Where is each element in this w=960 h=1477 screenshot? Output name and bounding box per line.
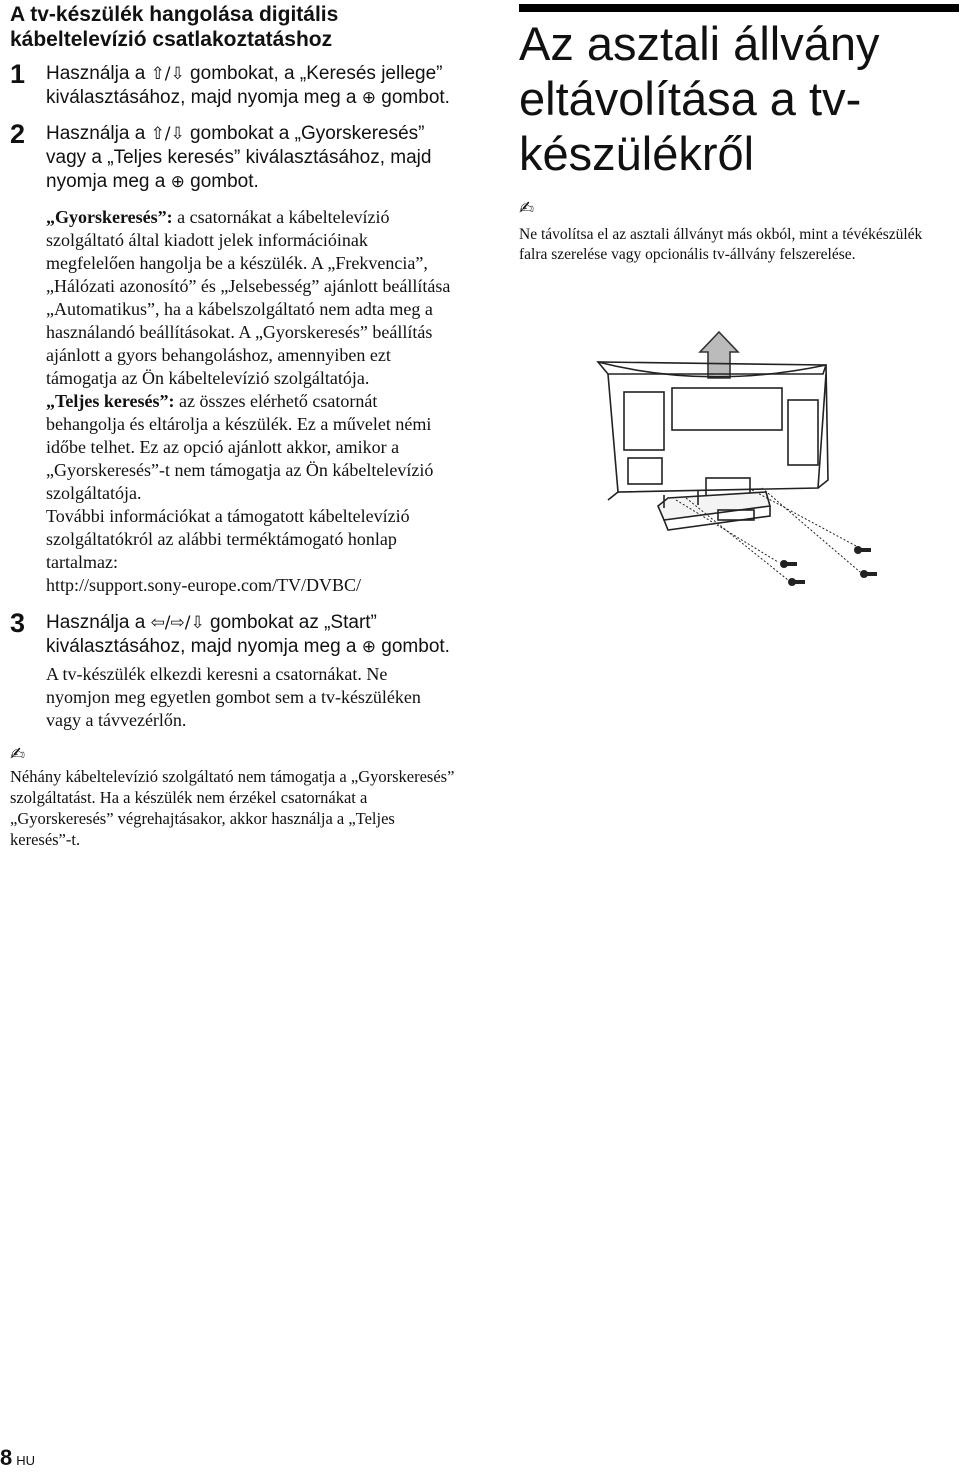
step-instruction: Használja a ⇧/⇩ gombokat, a „Keresés jellege” kiválasztásához, majd nyomja meg a ⊕ gombot. bbox=[46, 63, 450, 108]
page-footer bbox=[0, 1445, 35, 1471]
step-number: 2 bbox=[10, 119, 26, 149]
ok-button-icon: ⊕ bbox=[170, 172, 185, 192]
page-number: 8 bbox=[0, 1445, 13, 1470]
support-info-text: További információkat a támogatott kábeltelevízió szolgáltatókról az alábbi terméktámogató honlap tartalmaz: bbox=[46, 506, 410, 572]
step-number: 3 bbox=[10, 608, 26, 638]
scan-progress-text: A tv-készülék elkezdi keresni a csatornákat. Ne nyomjon meg egyetlen gombot sem a tv-készüléken vagy a távvezérlőn. bbox=[46, 664, 421, 730]
language-code: HU bbox=[16, 1453, 36, 1468]
section-title: A tv-készülék hangolása digitális kábeltelevízió csatlakoztatáshoz bbox=[10, 3, 339, 51]
ok-button-icon: ⊕ bbox=[361, 88, 377, 108]
support-url: http://support.sony-europe.com/TV/DVBC/ bbox=[46, 575, 361, 595]
quick-scan-description: „Gyorskeresés”: a csatornákat a kábeltelevízió szolgáltató által kiadott jelek információinak megfelelően hangolja be a készülék. A „Frekvencia”, „Hálózati azonosító” és „Jelsebesség” ajánlott beállítása „Automatikus”, ha a kábelszolgáltató nem adta meg a használandó beállításokat. A „Gyorskeresés” beállítás ajánlott a gyors behangoláshoz, amennyiben ezt támogatja az Ön kábeltelevízió szolgáltatója. bbox=[46, 207, 451, 388]
step-2 bbox=[10, 119, 455, 597]
up-down-arrow-icon: ⇧/⇩ bbox=[150, 124, 185, 144]
page-title: Az asztali állvány eltávolítása a tv-készülékről bbox=[519, 17, 880, 180]
note-pencil-icon: ✍ bbox=[519, 198, 535, 219]
step-number: 1 bbox=[10, 59, 26, 89]
up-down-arrow-icon: ⇧/⇩ bbox=[150, 64, 185, 84]
note-text: Néhány kábeltelevízió szolgáltató nem támogatja a „Gyorskeresés” szolgáltatást. Ha a készülék nem érzékel csatornákat a „Gyorskeresés” végrehajtásakor, akkor használja a „Teljes keresés”-t. bbox=[10, 767, 455, 849]
note-pencil-icon: ✍ bbox=[10, 744, 26, 765]
note-text: Ne távolítsa el az asztali állványt más okból, mint a tévékészülék falra szerelése vagy opcionális tv-állvány felszerelése. bbox=[519, 226, 923, 263]
full-scan-description: „Teljes keresés”: az összes elérhető csatornát behangolja és eltárolja a készülék. Ez a művelet némi időbe telhet. Ez az opció ajánlott akkor, amikor a „Gyorskeresés”-t nem támogatja az Ön kábeltelevízió szolgáltatója. bbox=[46, 391, 434, 503]
step-instruction: Használja a ⇦/⇨/⇩ gombokat az „Start” kiválasztásához, majd nyomja meg a ⊕ gombot. bbox=[46, 612, 450, 657]
title-rule bbox=[519, 4, 959, 12]
lift-arrow-icon bbox=[700, 332, 738, 378]
tv-stand-removal-illustration bbox=[588, 330, 878, 600]
note-block bbox=[10, 744, 455, 850]
left-right-down-arrow-icon: ⇦/⇨/⇩ bbox=[150, 613, 205, 633]
ok-button-icon: ⊕ bbox=[361, 637, 377, 657]
step-3 bbox=[10, 608, 455, 732]
step-1 bbox=[10, 59, 455, 110]
left-column bbox=[10, 0, 455, 850]
screw-icons bbox=[780, 546, 877, 586]
step-instruction: Használja a ⇧/⇩ gombokat a „Gyorskeresés” vagy a „Teljes keresés” kiválasztásához, majd nyomja meg a ⊕ gombot. bbox=[46, 123, 432, 192]
